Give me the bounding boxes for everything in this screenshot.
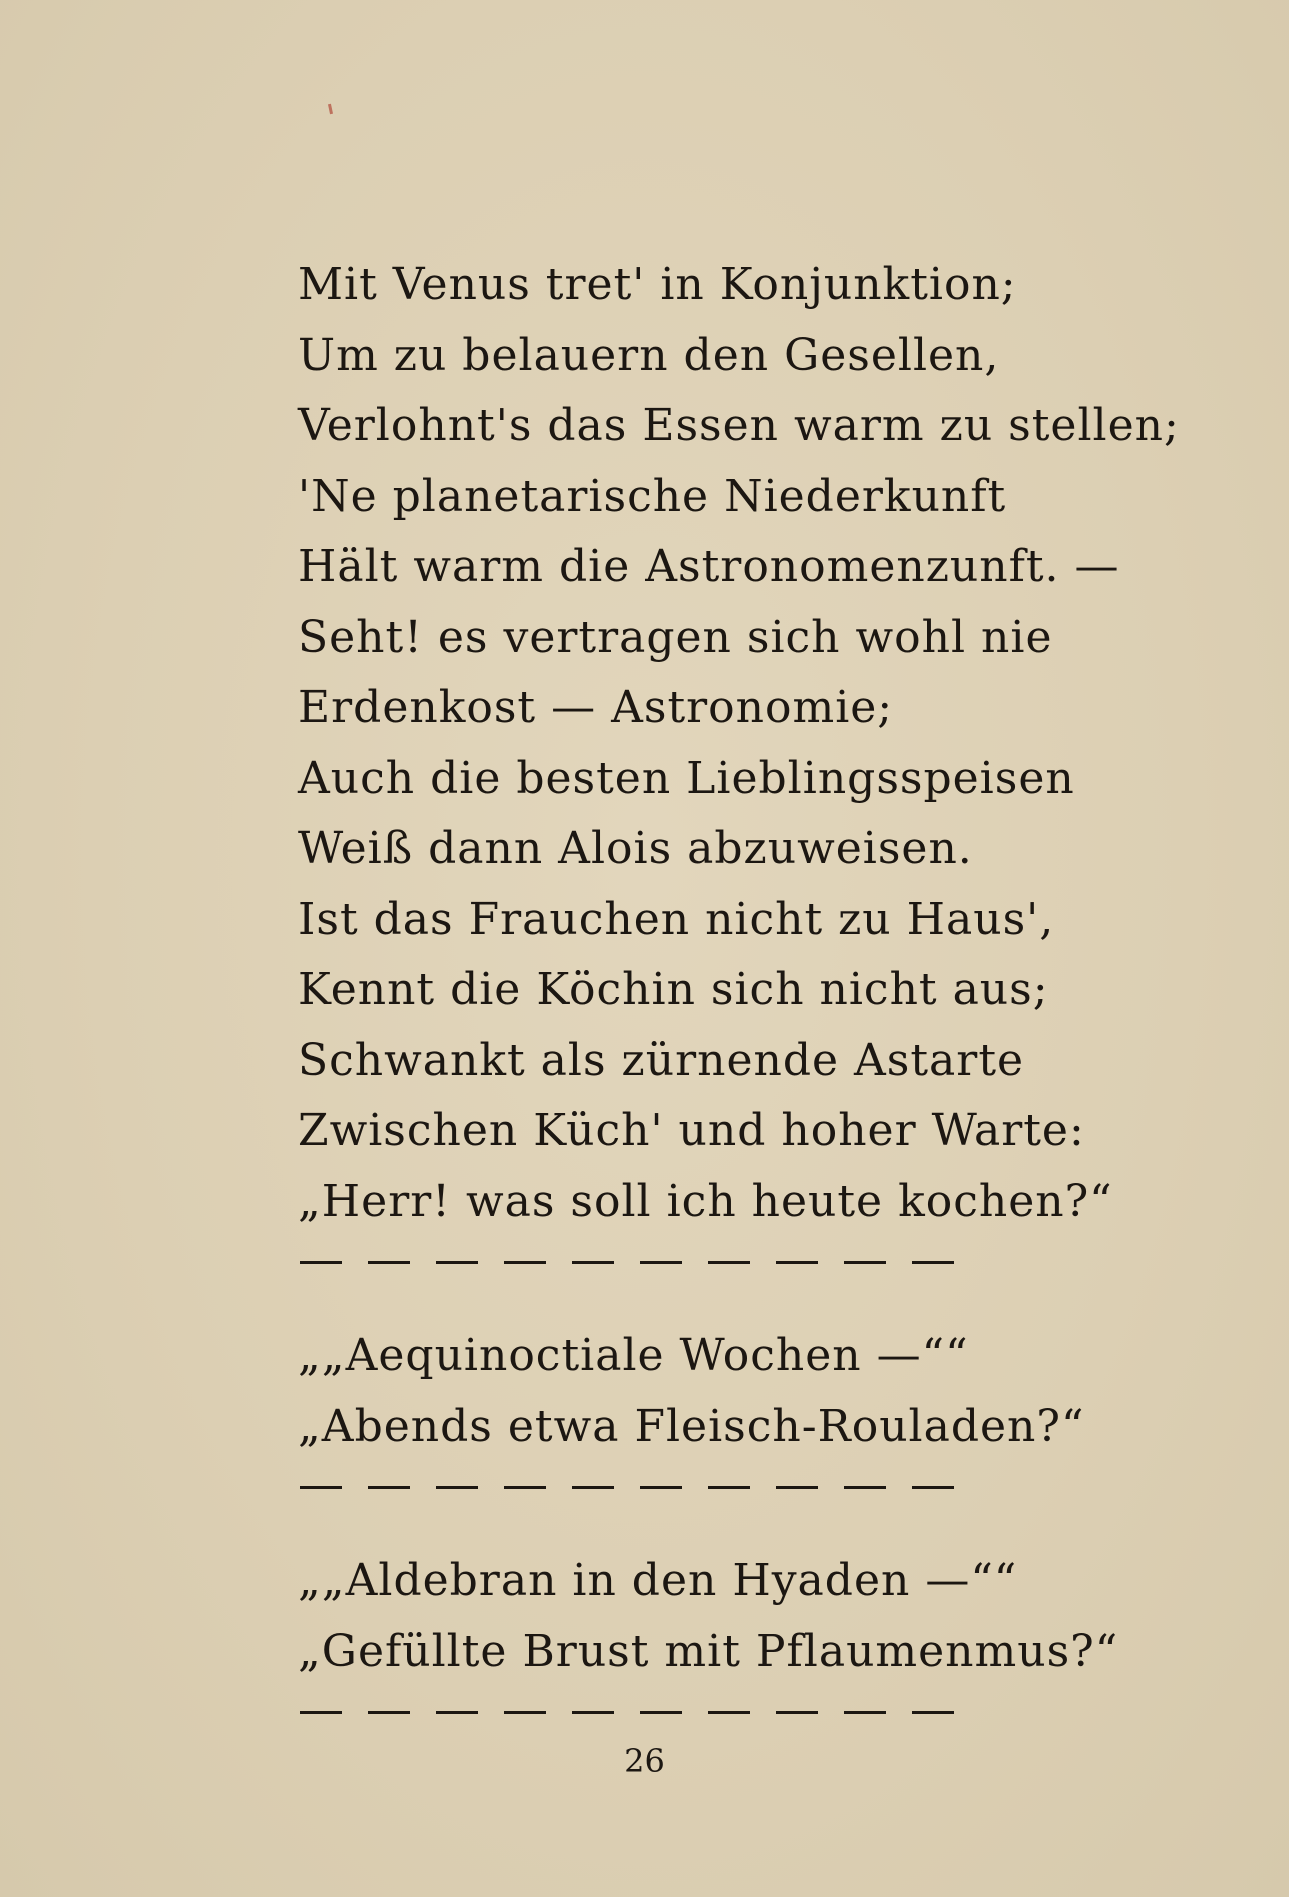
- poem-line: Auch die besten Lieblingsspeisen: [298, 752, 1075, 804]
- poem-line: Hält warm die Astronomenzunft. —: [298, 541, 1120, 592]
- dash-separator: [298, 1237, 1158, 1307]
- poem-line: Kennt die Köchin sich nicht aus;: [298, 964, 1049, 1015]
- poem-line: Mit Venus tret' in Konjunktion;: [298, 259, 1017, 310]
- poem-text: [298, 250, 1180, 1757]
- poem-line: „Herr! was soll ich heute kochen?“: [298, 1175, 1113, 1227]
- dash-separator: [298, 1462, 1158, 1532]
- poem-line: Ist das Frauchen nicht zu Haus',: [298, 893, 1055, 945]
- poem-line: Weiß dann Alois abzuweisen.: [298, 823, 973, 874]
- poem-line: „Abends etwa Fleisch-Rouladen?“: [298, 1400, 1085, 1452]
- poem-line: Seht! es vertragen sich wohl nie: [298, 611, 1053, 663]
- poem-line: Schwankt als zürnende Astarte: [298, 1034, 1025, 1086]
- page-number: 26: [624, 1742, 665, 1780]
- poem-line: Erdenkost — Astronomie;: [298, 682, 894, 733]
- poem-line: „„Aequinoctiale Wochen —““: [298, 1330, 969, 1381]
- poem-line: Zwischen Küch' und hoher Warte:: [298, 1105, 1085, 1156]
- poem-line: 'Ne planetarische Niederkunft: [298, 470, 1007, 522]
- poem-line: „„Aldebran in den Hyaden —““: [298, 1555, 1018, 1606]
- poem-line: Verlohnt's das Essen warm zu stellen;: [298, 400, 1180, 451]
- poem-line: „Gefüllte Brust mit Pflaumenmus?“: [298, 1625, 1119, 1677]
- ink-speck: [328, 104, 333, 114]
- poem-line: Um zu belauern den Gesellen,: [298, 329, 1000, 381]
